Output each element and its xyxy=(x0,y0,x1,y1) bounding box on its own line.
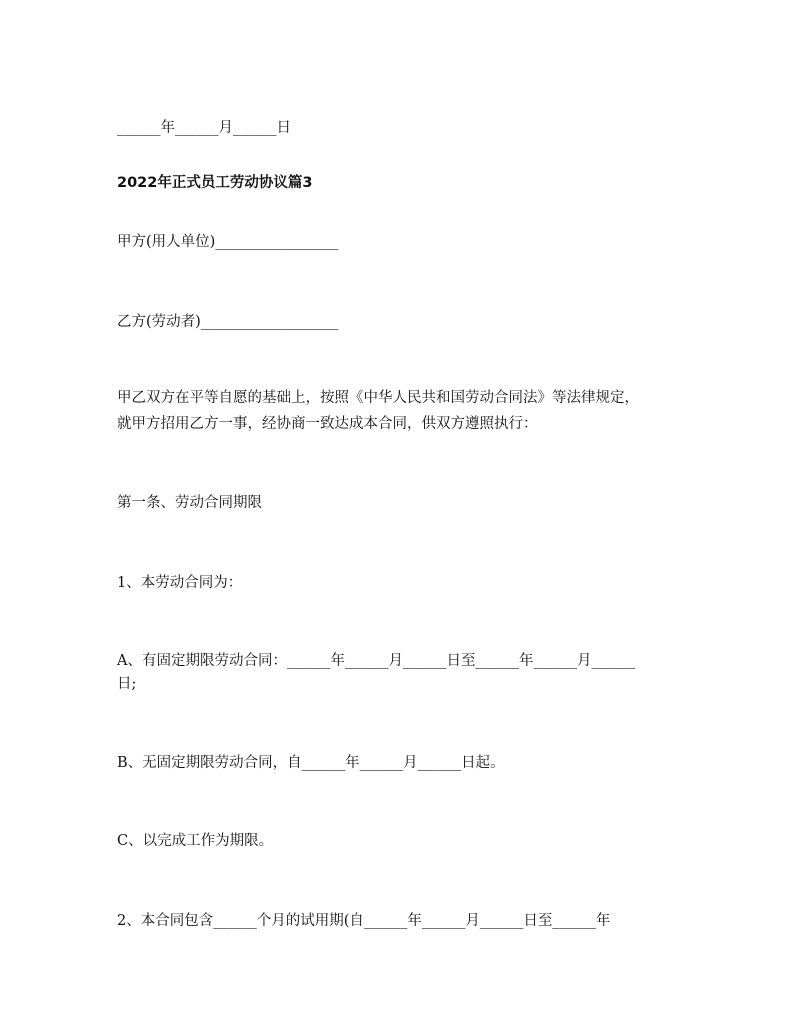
party-a-line: 甲方(用人单位)_________________ xyxy=(117,234,339,250)
clause-2: 2、本合同包含______个月的试用期(自______年______月______日至______年 xyxy=(117,913,611,929)
intro-paragraph-line-1: 甲乙双方在平等自愿的基础上，按照《中华人民共和国劳动合同法》等法律规定， xyxy=(117,390,639,406)
party-b-line: 乙方(劳动者)___________________ xyxy=(117,314,339,330)
article-1-title: 第一条、劳动合同期限 xyxy=(117,495,262,511)
option-a-line-2: 日; xyxy=(117,676,137,692)
clause-1: 1、本劳动合同为： xyxy=(117,575,243,591)
intro-paragraph-line-2: 就甲方招用乙方一事，经协商一致达成本合同，供双方遵照执行： xyxy=(117,416,538,432)
option-b: B、无固定期限劳动合同，自______年______月______日起。 xyxy=(117,755,505,771)
option-a-line-1: A、有固定期限劳动合同：______年______月______日至______年______月______ xyxy=(117,653,635,669)
option-c: C、以完成工作为期限。 xyxy=(117,833,274,849)
date-line: ______年______月______日 xyxy=(117,120,291,136)
document-title: 2022年正式员工劳动协议篇3 xyxy=(117,175,313,191)
